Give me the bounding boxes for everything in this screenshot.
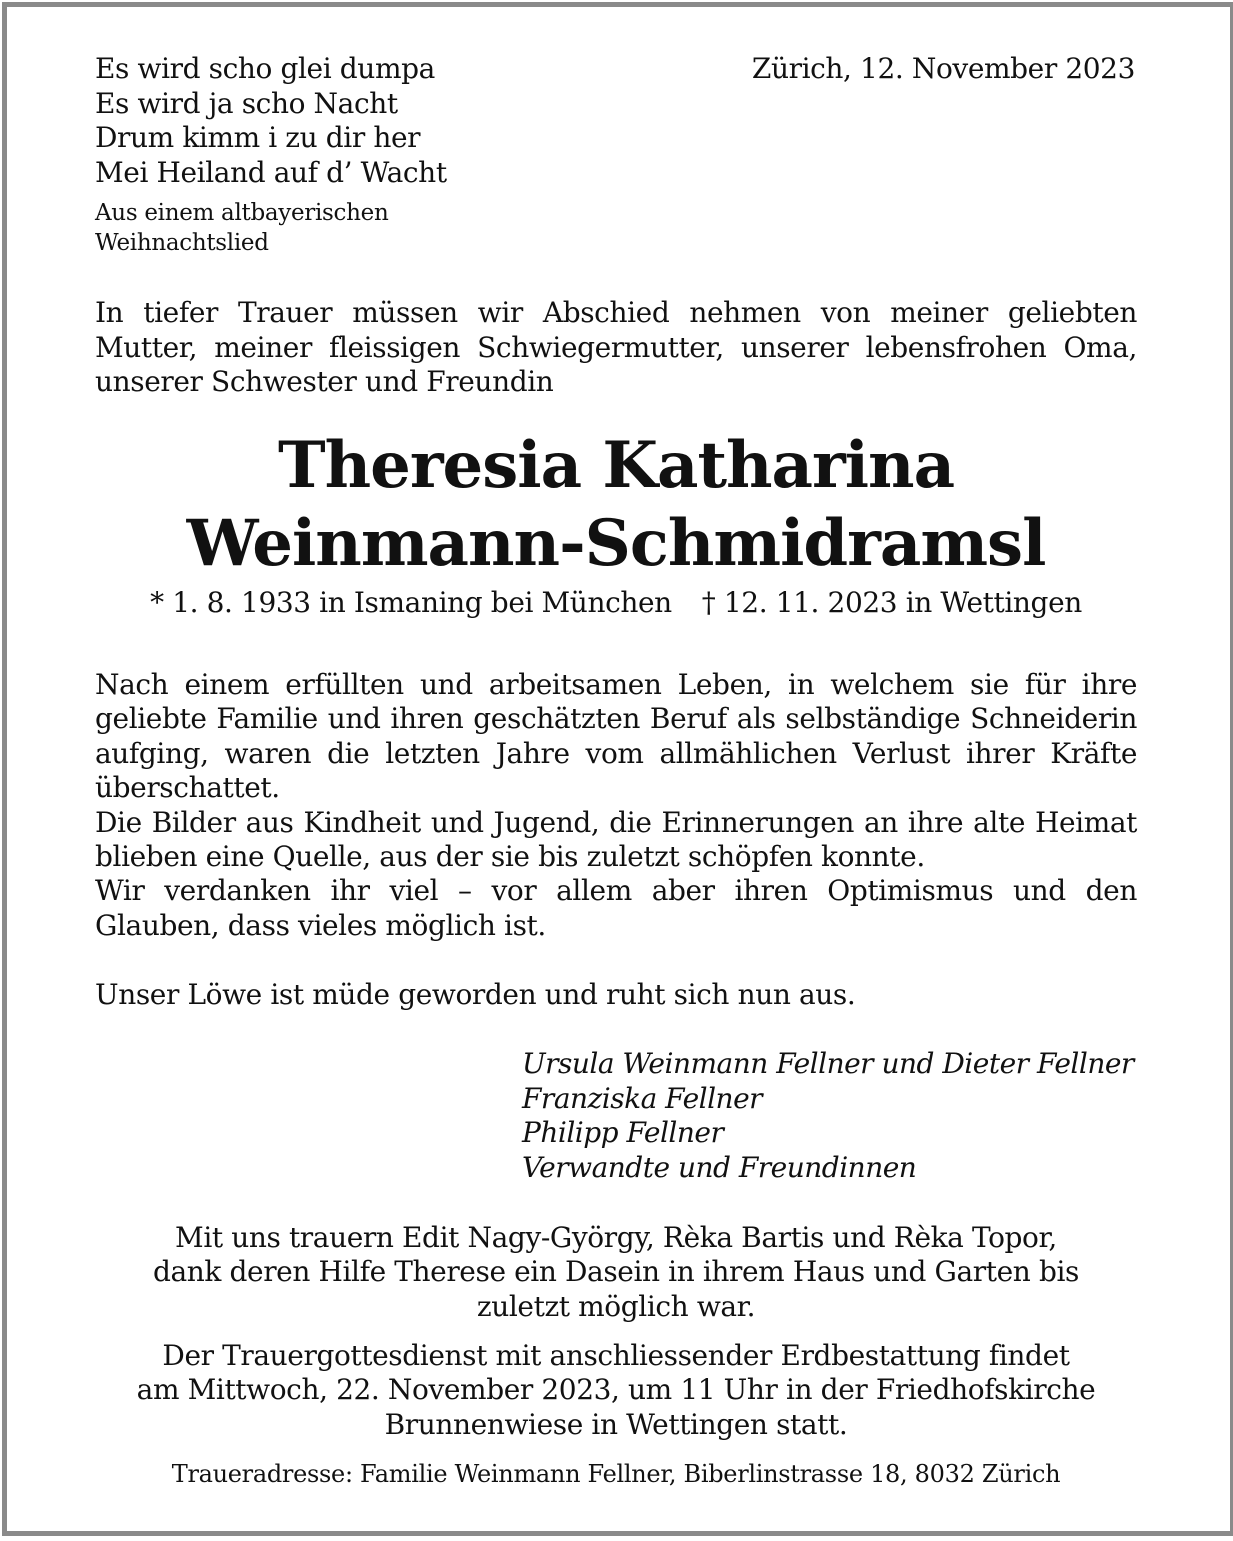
mourner: Ursula Weinmann Fellner und Dieter Fellner	[522, 1047, 1134, 1080]
dateline: Zürich, 12. November 2023	[751, 52, 1135, 85]
closing-line: Unser Löwe ist müde geworden und ruht sich nun aus.	[95, 978, 856, 1011]
funeral-info	[95, 1339, 1137, 1442]
funeral-line: am Mittwoch, 22. November 2023, um 11 Uhr in der Friedhofskirche	[136, 1373, 1096, 1407]
also-mourning-line: dank deren Hilfe Therese ein Dasein in ihrem Haus und Garten bis	[152, 1255, 1079, 1289]
deceased-name-first: Theresia Katharina	[277, 428, 955, 503]
funeral-line: Der Trauergottesdienst mit anschliessender Erdbestattung findet	[162, 1339, 1070, 1372]
poem-source	[95, 199, 388, 258]
poem-line: Es wird scho glei dumpa	[95, 52, 435, 85]
death-info: † 12. 11. 2023 in Wettingen	[701, 586, 1082, 619]
also-mourning-line: Mit uns trauern Edit Nagy-György, Rèka Bartis und Rèka Topor,	[175, 1221, 1057, 1254]
poem-line: Es wird ja scho Nacht	[95, 86, 398, 120]
poem-source-line: Weihnachtslied	[95, 229, 269, 256]
poem	[95, 52, 447, 190]
life-dates	[95, 586, 1137, 620]
mourner: Philipp Fellner	[522, 1116, 724, 1149]
also-mourning-line: zuletzt möglich war.	[476, 1289, 756, 1323]
mourning-address: Traueradresse: Familie Weinmann Fellner, Biberlinstrasse 18, 8032 Zürich	[171, 1460, 1061, 1488]
funeral-line: Brunnenwiese in Wettingen statt.	[384, 1407, 848, 1441]
body-paragraph: Nach einem erfüllten und arbeitsamen Leben, in welchem sie für ihre geliebte Familie und ihren geschätzten Beruf als selbständige Schneiderin aufging, waren die letzten Jahre vom allmählichen Verlust ihrer Kräfte überschattet.	[95, 668, 1137, 805]
birth-info: * 1. 8. 1933 in Ismaning bei München	[150, 586, 672, 619]
obituary-body	[95, 668, 1137, 943]
also-mourning	[95, 1221, 1137, 1324]
deceased-name-last: Weinmann-Schmidramsl	[186, 506, 1046, 581]
mourner: Franziska Fellner	[522, 1081, 763, 1115]
poem-line: Drum kimm i zu dir her	[95, 121, 421, 154]
intro-paragraph: In tiefer Trauer müssen wir Abschied nehmen von meiner geliebten Mutter, meiner fleissigen Schwiegermutter, unserer lebensfrohen Oma, unserer Schwester und Freundin	[95, 296, 1137, 398]
mourner: Verwandte und Freundinnen	[522, 1150, 917, 1184]
poem-line: Mei Heiland auf d’ Wacht	[95, 155, 447, 189]
body-paragraph: Wir verdanken ihr viel – vor allem aber ihren Optimismus und den Glauben, dass vieles möglich ist.	[95, 874, 1137, 942]
poem-source-line: Aus einem altbayerischen	[95, 200, 389, 226]
mourners-list	[522, 1047, 1134, 1185]
body-paragraph: Die Bilder aus Kindheit und Jugend, die Erinnerungen an ihre alte Heimat blieben eine Quelle, aus der sie bis zuletzt schöpfen konnte.	[95, 805, 1137, 874]
